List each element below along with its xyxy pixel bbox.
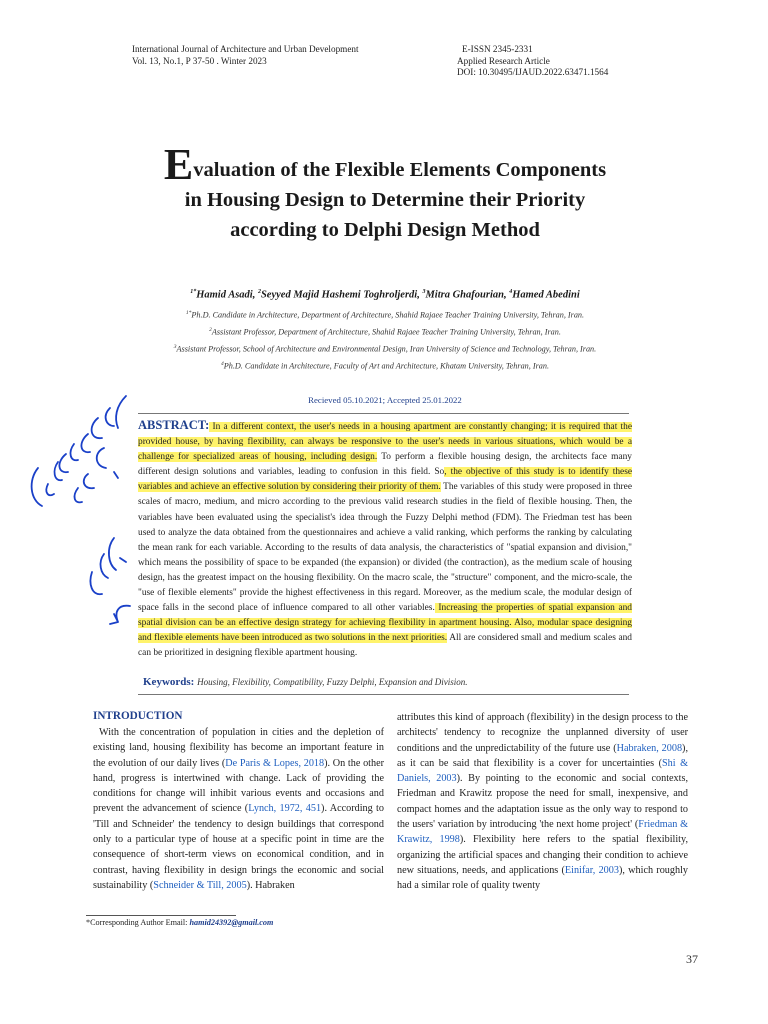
abstract-top-rule xyxy=(138,413,629,414)
highlighted-text: Increasing the properties of spatial expansion and spatial division can be an effective design strategy for achieving flexibility in apartment housing. Also, modular space designing and flexible elements have been introduced as two solutions in the next priorities. xyxy=(138,603,632,644)
body-text: attributes this kind of approach (flexibility) in the design process to the architects' tendency to recognize the unplanned diversity of user conditions and the unpredictability of the future use ( xyxy=(397,712,688,754)
footnote-label: *Corresponding Author Email: xyxy=(86,918,190,927)
affiliations xyxy=(100,306,670,374)
author-sup: 3 xyxy=(422,289,426,295)
article-type: Applied Research Article xyxy=(457,55,550,66)
affiliation-text: Assistant Professor, School of Architecture and Environmental Design, Iran University of Science and Technology, Tehran, Iran. xyxy=(176,344,597,354)
highlighted-text: , the objective of this study is to identify these variables and achieve an effective solution by considering their priority of them. xyxy=(138,467,633,493)
title-line-2: in Housing Design to Determine their Priority xyxy=(184,189,586,211)
affiliation xyxy=(100,340,670,357)
affiliation-text: Ph.D. Candidate in Architecture, Faculty of Art and Architecture, Khatam University, Tehran, Iran. xyxy=(223,361,549,371)
affiliation-sup: 1* xyxy=(185,310,192,316)
author-list: $^{1*}$Hamid Asadi, $^2$Seyyed Majid Hashemi Toghroljerdi, $^3$Mitra Ghafourian, $^4$Hamed Abedini xyxy=(190,289,580,301)
keywords-label: Keywords: xyxy=(143,676,195,688)
citation-link[interactable]: Lynch, 1972, 451 xyxy=(248,803,322,815)
abstract-text: To perform a flexible housing design, the architects face many different design solutions and variables, leading to confusion in this field. So xyxy=(138,452,632,478)
keywords-value: Housing, Flexibility, Compatibility, Fuzzy Delphi, Expansion and Division. xyxy=(197,677,468,687)
author-name: Mitra Ghafourian xyxy=(425,289,504,301)
body-text: ). By pointing to the economic and social contexts, Friedman and Krawitz propose the need for small, inexpensive, and compact homes and the adaptation issue as the only way to respond to the users' variation by introducing 'the next home project' ( xyxy=(397,773,688,831)
keywords xyxy=(143,676,468,688)
body-text: ). According to 'Till and Schneider' the tendency to design buildings that correspond only to a particular type of house at a specific point in time are the consequence of short-term views on economical condition, and in contrast, having flexibility in design brings the economic and social sustainability ( xyxy=(93,803,384,891)
author-sup: 4 xyxy=(509,289,513,295)
doi: DOI: 10.30495/IJAUD.2022.63471.1564 xyxy=(457,67,609,77)
affiliation-text: Assistant Professor, Department of Architecture, Shahid Rajaee Teacher Training University, Tehran, Iran. xyxy=(211,327,561,337)
body-text: ), as it can be said that flexibility is a cover for uncertainties ( xyxy=(397,742,688,769)
abstract xyxy=(138,418,632,662)
body-text: ). Flexibility here refers to the spatial flexibility, organizing the artificial spaces and changing their condition to achieve new situations, needs, and applications ( xyxy=(397,834,688,876)
page-number: 37 xyxy=(686,952,698,966)
body-column-left xyxy=(93,725,384,893)
citation-link[interactable]: Einifar, 2003 xyxy=(564,864,619,876)
received-accepted-dates: Recieved 05.10.2021; Accepted 25.01.2022 xyxy=(308,395,462,405)
affiliation xyxy=(100,323,670,340)
article-meta xyxy=(457,44,608,79)
corresponding-author-footnote xyxy=(86,918,273,927)
citation-link[interactable]: Friedman & Krawitz, 1998 xyxy=(397,819,688,846)
body-column-right xyxy=(397,710,688,894)
section-heading: INTRODUCTION xyxy=(93,710,183,722)
body-text: With the concentration of population in cities and the depletion of existing land, housing flexibility has become an important feature in the evolution of our daily lives ( xyxy=(93,727,384,769)
abstract-label: ABSTRACT: xyxy=(138,418,210,432)
author-sup: 2 xyxy=(257,289,261,295)
author-name: Hamed Abedini xyxy=(512,289,580,301)
affiliation xyxy=(100,357,670,374)
abstract-text: The variables of this study were proposed in three scales of macro, medium, and micro according to the previous valid research studies in the field of flexible housing. Then, the variables have been evaluated using the specialist's idea through the Fuzzy Delphi method (FDM). The Friedman test has been used to analyze the data obtained from the questionnaires and achieve a valid ranking, which performs the ranking by calculating the mean rank for each variable. According to the results of data analysis, the characteristics of "spatial expansion and division," which means the possibility of space to be expanded (the expansion) or divided (the contraction), as the medium scale of housing design, has the greatest impact on the housing flexibility. On the macro scale, the "structure" component, and the micro-scale, the "use of flexible elements" provide the highest effectiveness in this regard. Moreover, as the medium scale, the modular design of space falls in the second place of influence compared to all other variables. xyxy=(138,482,632,614)
title-line-1: valuation of the Flexible Elements Components xyxy=(193,159,607,181)
journal-volume: Vol. 13, No.1, P 37-50 . Winter 2023 xyxy=(132,55,267,66)
body-text: ). On the other hand, progress is intertwined with change. Lack of providing the conditions for change will inhibit various events and occasions and prevent the advancement of science ( xyxy=(93,757,385,815)
author-name: Hamid Asadi xyxy=(196,289,253,301)
title-line-3: according to Delphi Design Method xyxy=(230,219,540,241)
eissn: E-ISSN 2345-2331 xyxy=(462,44,533,54)
paper-title xyxy=(95,140,675,245)
affiliation-sup: 2 xyxy=(209,326,212,333)
citation-link[interactable]: Habraken, 2008 xyxy=(616,742,683,754)
affiliation-sup: 4 xyxy=(220,360,224,367)
affiliation-text: Ph.D. Candidate in Architecture, Department of Architecture, Shahid Rajaee Teacher Training University, Tehran, Iran. xyxy=(191,310,585,320)
journal-name: International Journal of Architecture and Urban Development xyxy=(132,44,359,54)
footnote-rule xyxy=(86,915,236,916)
keywords-rule xyxy=(138,694,629,695)
body-text: ). Habraken xyxy=(246,879,295,891)
citation-link[interactable]: Schneider & Till, 2005 xyxy=(153,879,247,891)
journal-header xyxy=(132,44,359,67)
author-email[interactable]: hamid24392@gmail.com xyxy=(189,918,274,927)
title-dropcap: E xyxy=(163,140,194,189)
citation-link[interactable]: De Paris & Lopes, 2018 xyxy=(225,757,325,769)
abstract-text: All are considered small and medium scales and can be prioritized in designing flexible apartment housing. xyxy=(138,633,632,659)
handwritten-annotation xyxy=(18,388,138,648)
affiliation-sup: 3 xyxy=(173,343,177,350)
citation-link[interactable]: Shi & Daniels, 2003 xyxy=(397,757,688,785)
body-text: ), which roughly had a similar role of quality twenty xyxy=(397,864,688,892)
affiliation xyxy=(100,306,670,323)
author-sup: 1* xyxy=(190,289,197,295)
author-name: Seyyed Majid Hashemi Toghroljerdi xyxy=(260,289,418,301)
highlighted-text: In a different context, the user's needs in a housing apartment are constantly changing; it is required that the provided house, by having flexibility, can always be responsive to the user's needs in various situations, which would be a challenge for specialized areas of housing, including design. xyxy=(138,422,632,463)
